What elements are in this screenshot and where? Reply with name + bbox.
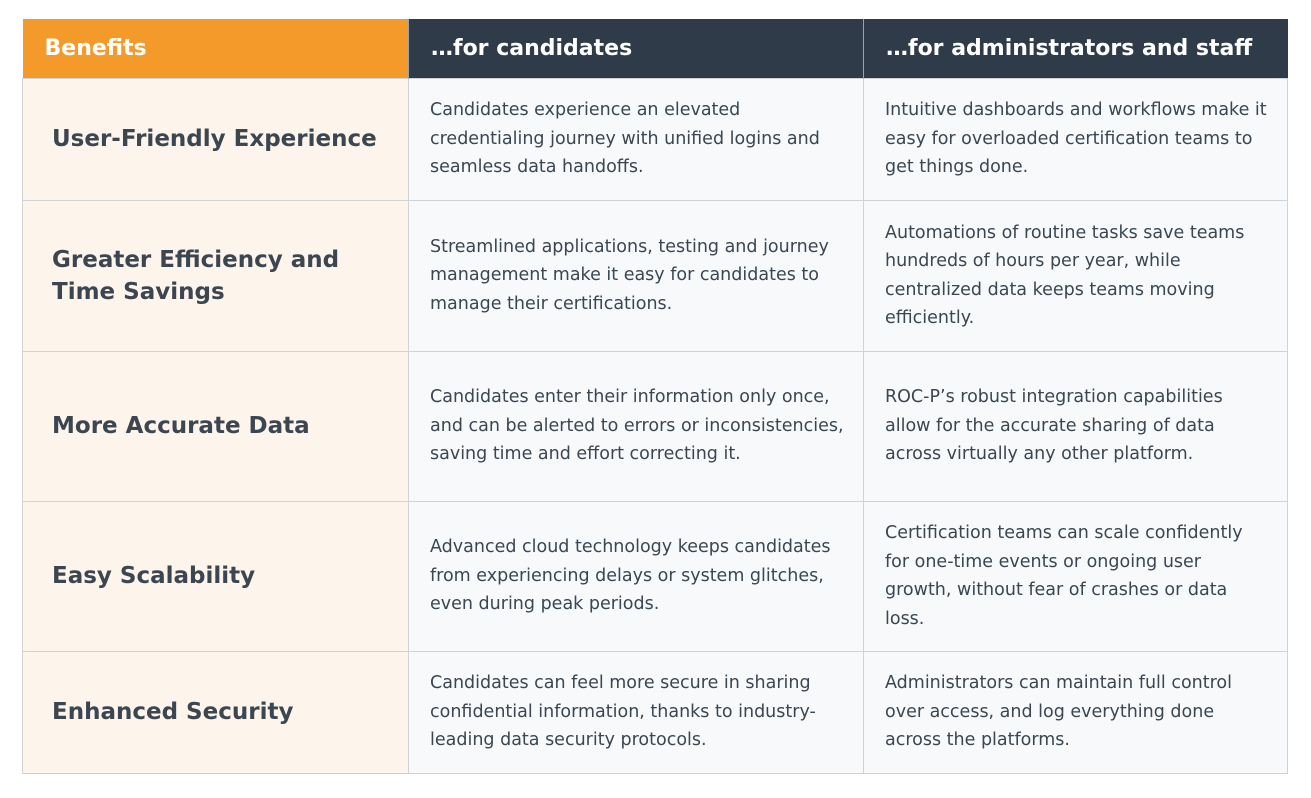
candidates-cell: Advanced cloud technology keeps candidates from experiencing delays or system glitches, even during peak periods.	[409, 501, 864, 651]
header-benefits: Benefits	[23, 19, 409, 78]
table-body	[23, 78, 1288, 773]
table-row	[23, 200, 1288, 351]
benefit-cell: User-Friendly Experience	[23, 78, 409, 200]
candidates-cell: Streamlined applications, testing and journey management make it easy for candidates to manage their certifications.	[409, 200, 864, 351]
header-row	[23, 19, 1288, 78]
staff-cell: Certification teams can scale confidently for one-time events or ongoing user growth, without fear of crashes or data loss.	[864, 501, 1288, 651]
candidates-cell: Candidates experience an elevated credentialing journey with unified logins and seamless data handoffs.	[409, 78, 864, 200]
candidates-cell: Candidates can feel more secure in sharing confidential information, thanks to industry-leading data security protocols.	[409, 651, 864, 773]
staff-cell: ROC-P’s robust integration capabilities allow for the accurate sharing of data across virtually any other platform.	[864, 351, 1288, 501]
benefit-cell: Easy Scalability	[23, 501, 409, 651]
table-header	[23, 19, 1288, 78]
table-row	[23, 501, 1288, 651]
candidates-cell: Candidates enter their information only once, and can be alerted to errors or inconsistencies, saving time and effort correcting it.	[409, 351, 864, 501]
table-row	[23, 351, 1288, 501]
header-for-staff: …for administrators and staff	[864, 19, 1288, 78]
benefits-table	[22, 19, 1288, 774]
benefit-cell: More Accurate Data	[23, 351, 409, 501]
staff-cell: Intuitive dashboards and workflows make it easy for overloaded certification teams to get things done.	[864, 78, 1288, 200]
table-row	[23, 78, 1288, 200]
staff-cell: Automations of routine tasks save teams hundreds of hours per year, while centralized data keeps teams moving efficiently.	[864, 200, 1288, 351]
staff-cell: Administrators can maintain full control over access, and log everything done across the platforms.	[864, 651, 1288, 773]
benefit-cell: Enhanced Security	[23, 651, 409, 773]
benefit-cell: Greater Efficiency and Time Savings	[23, 200, 409, 351]
header-for-candidates: …for candidates	[409, 19, 864, 78]
table-row	[23, 651, 1288, 773]
